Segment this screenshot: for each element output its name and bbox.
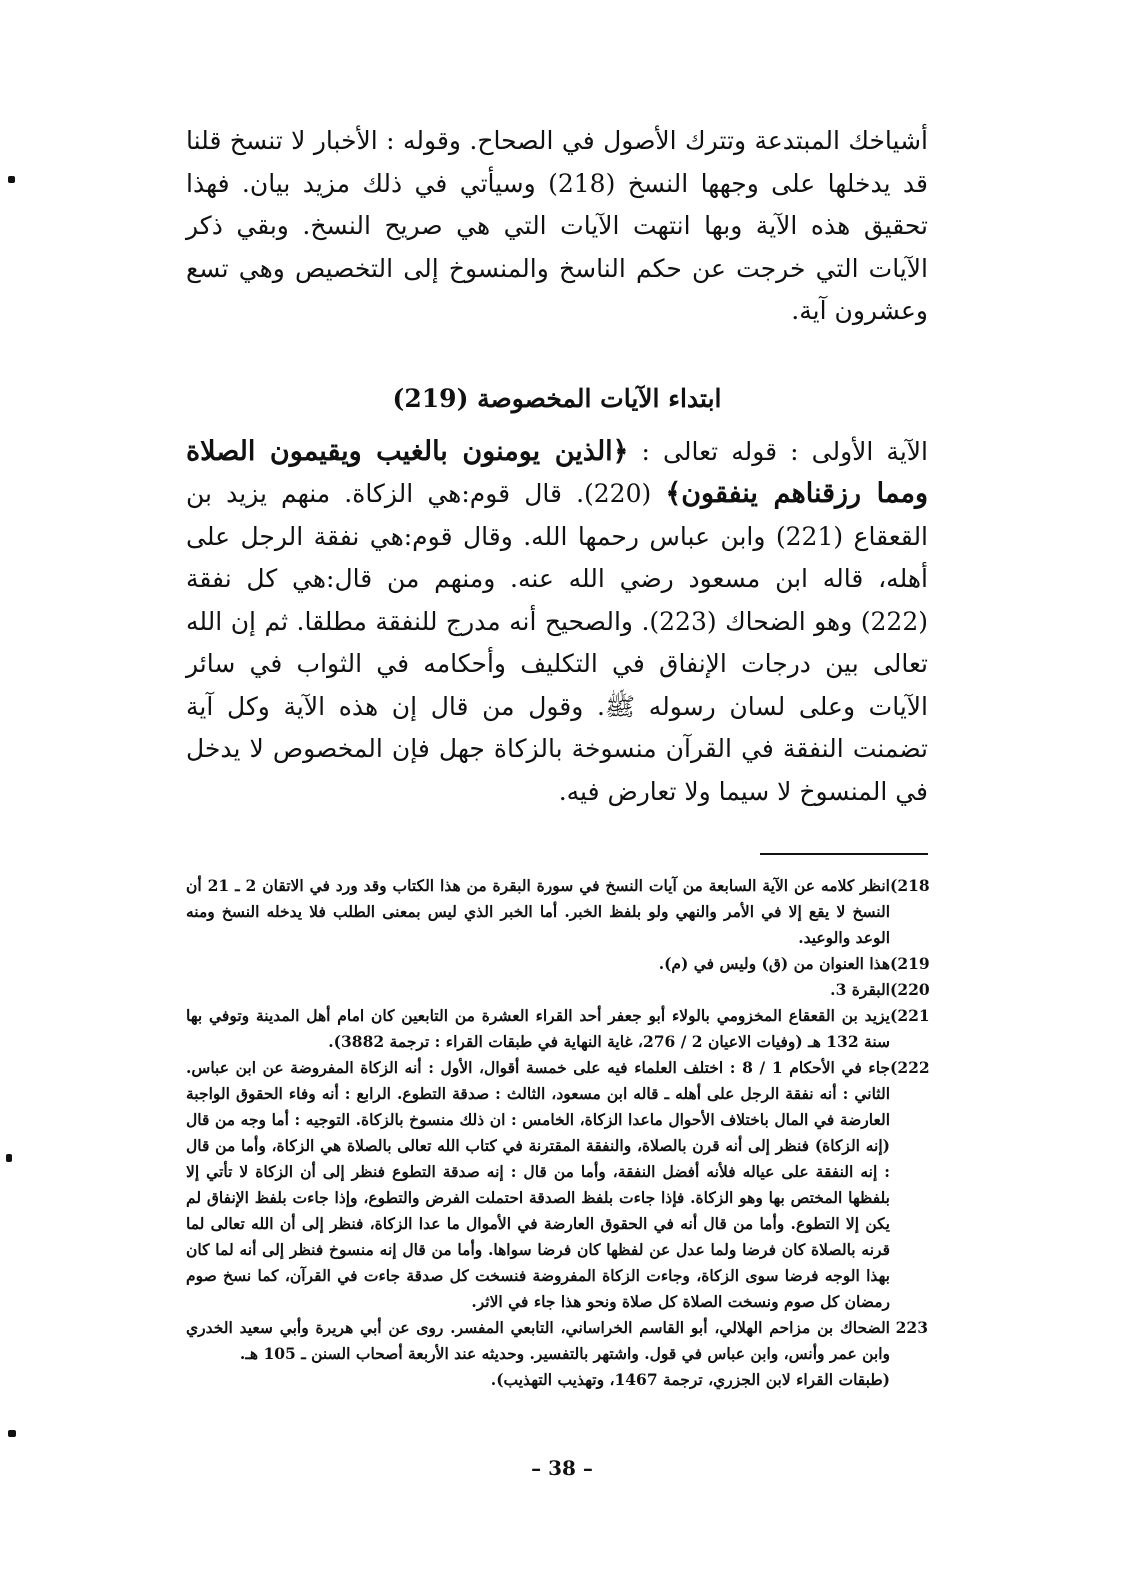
footnote-divider	[760, 853, 928, 855]
footnote-number: 223	[895, 1318, 928, 1337]
footnote-text: يزيد بن القعقاع المخزومي بالولاء أبو جعفر أحد القراء العشرة من التابعين كان امام أهل المدينة وتوفي بها سنة 132 هـ (وفيات الاعيان 2 / 276، غاية النهاية في طبقات القراء : ترجمة 3882).	[186, 1006, 890, 1051]
footnote-number: (222	[890, 1058, 930, 1077]
footnote-number: (219	[890, 954, 930, 973]
footnote-text: البقرة 3.	[830, 980, 890, 999]
footnote-number: (218	[890, 876, 930, 895]
footnote-text: انظر كلامه عن الآية السابعة من آيات النسخ في سورة البقرة من هذا الكتاب وقد ورد في الاتقان 2 ـ 21 أن النسخ لا يقع إلا في الأمر والنهي ولو بلفظ الخبر. أما الخبر الذي ليس بمعنى الطلب فلا يدخله النسخ ومنه الوعد والوعيد.	[186, 876, 891, 947]
scan-mark	[6, 1154, 12, 1162]
footnote-text: الضحاك بن مزاحم الهلالي، أبو القاسم الخراساني، التابعي المفسر. روى عن أبي هريرة وأبي سعيد الخدري وابن عمر وأنس، وابن عباس في قول. واشتهر بالتفسير. وحديثه عند الأربعة أصحاب السنن ـ 105 هـ.	[186, 1318, 890, 1363]
footnote-223-source: (طبقات القراء لابن الجزري، ترجمة 1467، وتهذيب التهذيب).	[490, 1370, 890, 1389]
footnote-text: جاء في الأحكام 1 / 8 : اختلف العلماء فيه على خمسة أقوال، الأول : أنه الزكاة المفروضة عن ابن عباس. الثاني : أنه نفقة الرجل على أهله ـ قاله ابن مسعود، الثالث : صدقة التطوع. الرابع : أنه وفاء الحقوق الواجبة العارضة في المال باختلاف الأحوال ماعدا الزكاة، الخامس : ان ذلك منسوخ بالزكاة. التوجيه : أما وجه من قال (إنه الزكاة) فنظر إلى أنه قرن بالصلاة، والنفقة المقترنة في كتاب الله تعالى بالصلاة هي الزكاة، وأما من قال : إنه النفقة على عياله فلأنه أفضل النفقة، وأما من قال : إنه صدقة التطوع فنظر إلى أن الزكاة لا تأتي إلا بلفظها المختص بها وهو الزكاة. فإذا جاءت بلفظ الصدقة احتملت الفرض والتطوع، وإذا جاءت بلفظ الإنفاق لم يكن إلا التطوع. وأما من قال أنه في الحقوق العارضة في الأموال ما عدا الزكاة، فنظر إلى أن الله تعالى لما قرنه بالصلاة كان فرضا ولما عدل عن لفظها كان فرضا سواها. وأما من قال إنه منسوخ فنظر إلى أنه لما كان بهذا الوجه فرضا سوى الزكاة، وجاءت الزكاة المفروضة فنسخت كل صدقة جاءت في القرآن، كما نسخ صوم رمضان كل صوم ونسخت الصلاة كل صلاة ونحو هذا جاء في الاثر.	[186, 1058, 891, 1311]
verse-lead: الآية الأولى : قوله تعالى :	[628, 436, 928, 466]
section-heading: ابتداء الآيات المخصوصة (219)	[392, 383, 722, 413]
page-body	[186, 120, 928, 1393]
footnote-221	[186, 1003, 928, 1055]
footnote-220	[186, 977, 928, 1003]
verse-commentary: (220). قال قوم:هي الزكاة. منهم يزيد بن القعقاع (221) وابن عباس رحمها الله. وقال قوم:هي نفقة الرجل على أهله، قاله ابن مسعود رضي الله عنه. ومنهم من قال:هي كل نفقة (222) وهو الضحاك (223). والصحيح أنه مدرج للنفقة مطلقا. ثم إن الله تعالى بين درجات الإنفاق في التكليف وأحكامه في الثواب في سائر الآيات وعلى لسان رسوله ﷺ. وقول من قال إن هذه الآية وكل آية تضمنت النفقة في القرآن منسوخة بالزكاة جهل فإن المخصوص لا يدخل في المنسوخ لا سيما ولا تعارض فيه.	[186, 479, 929, 806]
footnote-text: هذا العنوان من (ق) وليس في (م).	[658, 954, 890, 973]
footnote-222	[186, 1055, 928, 1315]
footnote-number: (221	[890, 1006, 930, 1025]
footnote-219	[186, 951, 928, 977]
footnote-number: (220	[890, 980, 930, 999]
footnote-223	[186, 1315, 928, 1367]
intro-paragraph: أشياخك المبتدعة وتترك الأصول في الصحاح. وقوله : الأخبار لا تنسخ قلنا قد يدخلها على وجهها النسخ (218) وسيأتي في ذلك مزيد بيان. فهذا تحقيق هذه الآية وبها انتهت الآيات التي هي صريح النسخ. وبقي ذكر الآيات التي خرجت عن حكم الناسخ والمنسوخ إلى التخصيص وهي تسع وعشرون آية.	[186, 126, 928, 325]
scan-mark	[8, 1430, 16, 1437]
footnotes	[186, 873, 928, 1393]
scan-mark	[8, 176, 15, 183]
footnote-218	[186, 873, 928, 951]
quranic-verse: ﴿الذين يومنون بالغيب ويقيمون الصلاة ومما رزقناهم ينفقون﴾	[186, 435, 928, 509]
page-number: – 38 –	[531, 1456, 593, 1480]
verse-paragraph	[186, 431, 928, 814]
